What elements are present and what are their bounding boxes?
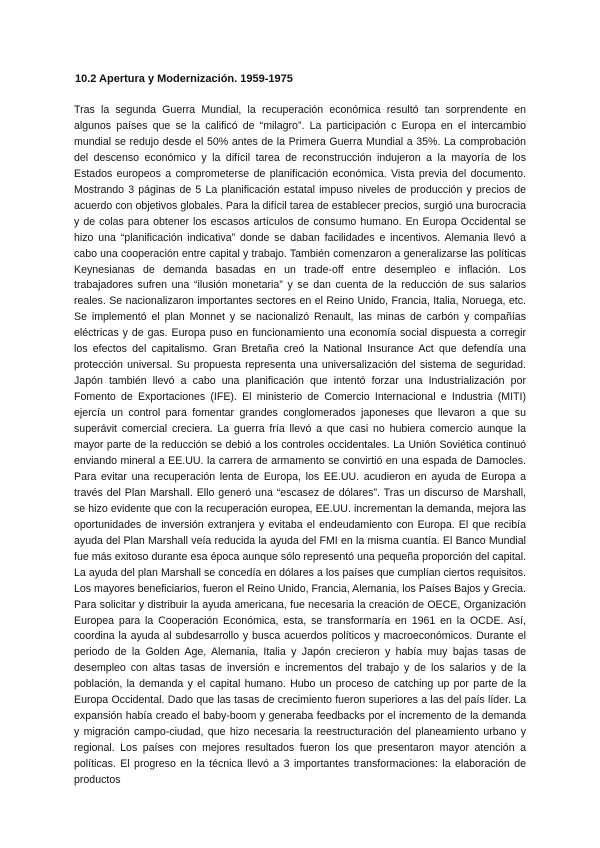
body-paragraph: Tras la segunda Guerra Mundial, la recuperación económica resultó tan sorprendente en algunos países que se la calificó de “milagro”. La participación c Europa en el intercambio mundial se redujo desde el 50% antes de la Primera Guerra Mundial a 35%. La comprobación del descenso económico y la difícil tarea de reconstrucción indujeron a la mayoría de los Estados europeos a comprometerse de planificación económica. Vista previa del documento. Mostrando 3 páginas de 5 La planificación estatal impuso niveles de producción y precios de acuerdo con objetivos globales. Para la difícil tarea de establecer precios, surgió una burocracia y de colas para obtener los escasos artículos de consumo humano. En Europa Occidental se hizo una “planificación indicativa” donde se daban facilidades e incentivos. Alemania llevó a cabo una cooperación entre capital y trabajo. También comenzaron a generalizarse las políticas Keynesianas de demanda basadas en un trade-off entre desempleo e inflación. Los trabajadores sufren una “ilusión monetaria” y se dan cuenta de la reducción de sus salarios reales. Se nacionalizaron importantes sectores en el Reino Unido, Francia, Italia, Noruega, etc. Se implementó el plan Monnet y se nacionalizó Renault, las minas de carbón y compañías eléctricas y de gas. Europa puso en funcionamiento una economía social dispuesta a corregir los efectos del capitalismo. Gran Bretaña creó la National Insurance Act que defendía una protección universal. Su propuesta representa una universalización del sistema de seguridad. Japón también llevó a cabo una planificación que intentó forzar una Industrialización por Fomento de Exportaciones (IFE). El ministerio de Comercio Internacional e Industria (MITI) ejercía un control para fomentar grandes conglomerados japoneses que llevaron a que su superávit comercial creciera. La guerra fría llevó a que casi no hubiera comercio aunque la mayor parte de la reducción se debió a los controles occidentales. La Unión Soviética continuó enviando mineral a EE.UU. la carrera de armamento se convirtió en una espada de Damocles. Para evitar una recuperación lenta de Europa, los EE.UU. acudieron en ayuda de Europa a través del Plan Marshall. Ello generó una “escasez de dólares”. Tras un discurso de Marshall, se hizo evidente que con la recuperación europea, EE.UU. incrementan la demanda, mejora las oportunidades de inversión extranjera y evitaba el endeudamiento con Europa. El que recibía ayuda del Plan Marshall veía reducida la ayuda del FMI en la misma cuantía. El Banco Mundial fue más exitoso durante esa época aunque sólo representó una pequeña proporción del capital. La ayuda del plan Marshall se concedía en dólares a los países que cumplían ciertos requisitos. Los mayores beneficiarios, fueron el Reino Unido, Francia, Alemania, los Países Bajos y Grecia. Para solicitar y distribuir la ayuda americana, fue necesaria la creación de OECE, Organización Europea para la Cooperación Económica, esta, se transformaría en 1961 en la OCDE. Así, coordina la ayuda al subdesarrollo y busca acuerdos políticos y macroeconómicos. Durante el periodo de la Golden Age, Alemania, Italia y Japón crecieron y había muy bajas tasas de desempleo con altas tasas de inversión e incrementos del trabajo y de los salarios y de la población, la demanda y el capital humano. Hubo un proceso de catching up por parte de la Europa Occidental. Dado que las tasas de crecimiento fueron superiores a las del país líder. La expansión había creado el baby-boom y generaba feedbacks por el incremento de la demanda y migración campo-ciudad, que hizo necesaria la reestructuración del planeamiento urbano y regional. Los países con mejores resultados fueron los que presentaron mayor atención a políticas. El progreso en la técnica llevó a 3 importantes transformaciones: la elaboración de productos (74, 104, 526, 787)
section-heading: 10.2 Apertura y Modernización. 1959-1975 (75, 73, 293, 85)
